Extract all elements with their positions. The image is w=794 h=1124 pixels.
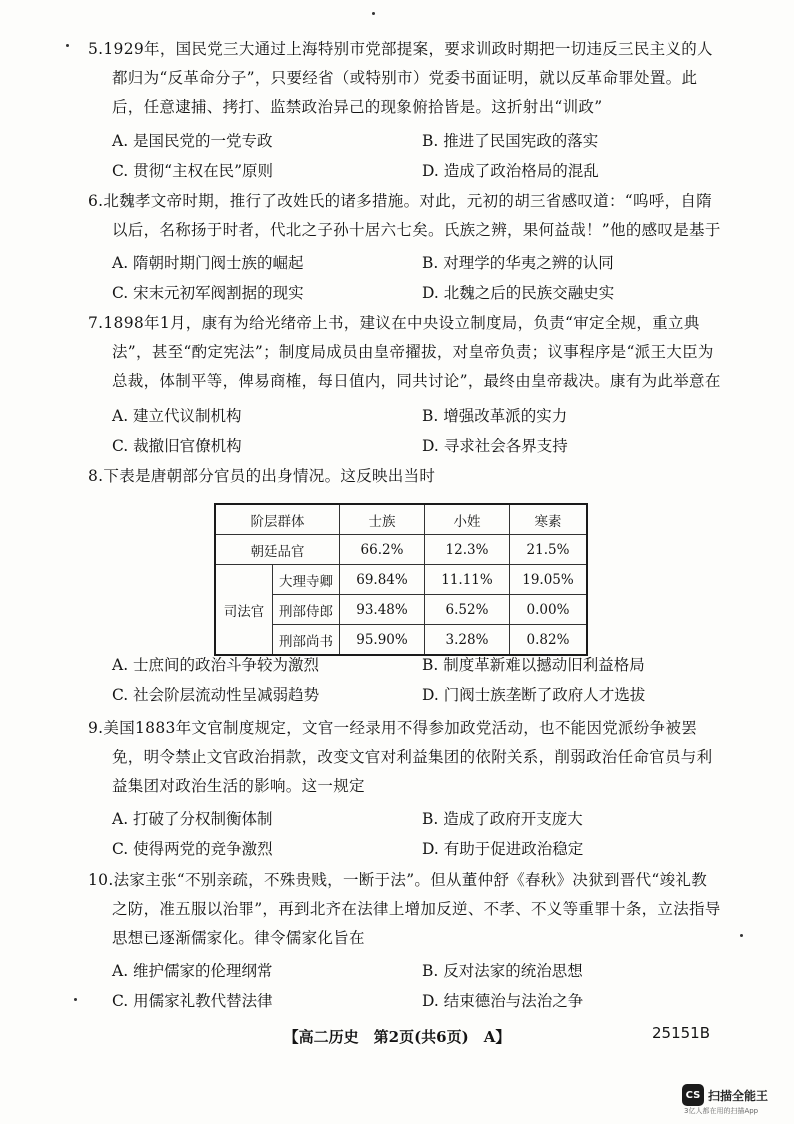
table-header-cell: 小姓 [425,504,510,535]
question-10-options [112,956,732,1016]
table-header-cell: 寒素 [510,504,588,535]
question-5 [88,35,722,122]
table-cell: 95.90% [340,625,425,656]
option-c[interactable]: C. 使得两党的竞争激烈 [112,840,273,858]
question-text: 法家主张“不别亲疏，不殊贵贱，一断于法”。但从董仲舒《春秋》决狱到晋代“竣礼教之防，准五服以治罪”，再到北齐在法律上增加反逆、不孝、不义等重罪十条，立法指导思想已逐渐儒家化。律令儒家化旨在 [112,871,721,947]
table-cell: 0.82% [510,625,588,656]
question-text: 1929年，国民党三大通过上海特别市党部提案，要求训政时期把一切违反三民主义的人都归为“反革命分子”，只要经省（或特别市）党委书面证明，就以反革命罪处置。此后，任意逮捕、拷打、监禁政治异己的现象俯拾皆是。这折射出“训政” [103,40,713,116]
option-d[interactable]: D. 结束德治与法治之争 [422,992,584,1010]
option-c[interactable]: C. 社会阶层流动性呈减弱趋势 [112,686,320,704]
table-cell: 93.48% [340,595,425,625]
question-5-options [112,126,732,186]
watermark-name: 扫描全能王 [708,1088,769,1103]
table-cell: 11.11% [425,565,510,595]
option-c[interactable]: C. 贯彻“主权在民”原则 [112,162,274,180]
table-cell: 21.5% [510,535,588,565]
question-text: 美国1883年文官制度规定，文官一经录用不得参加政党活动，也不能因党派纷争被罢免，明令禁止文官政治捐款，改变文官对利益集团的依附关系，削弱政治任命官员与利益集团对政治生活的影响。这一规定 [103,719,713,795]
scan-speck [74,998,77,1001]
question-8-options [112,650,732,710]
option-d[interactable]: D. 造成了政治格局的混乱 [422,162,599,180]
question-number: 10. [88,871,114,889]
table-header-cell: 士族 [340,504,425,535]
option-a[interactable]: A. 打破了分权制衡体制 [112,810,273,828]
question-9-options [112,804,732,864]
table-row [215,535,587,565]
option-d[interactable]: D. 北魏之后的民族交融史实 [422,284,615,302]
question-7-options [112,401,732,461]
table-row [215,565,587,595]
option-b[interactable]: B. 推进了民国宪政的落实 [422,132,599,150]
table-cell: 69.84% [340,565,425,595]
scan-speck [66,44,69,47]
footer-label: 【高二历史 第2页(共6页) A】 [283,1028,511,1046]
option-b[interactable]: B. 制度革新难以撼动旧利益格局 [422,656,645,674]
question-text: 北魏孝文帝时期，推行了改姓氏的诸多措施。对此，元初的胡三省感叹道：“呜呼，自隋以后，名称扬于时者，代北之子孙十居六七矣。氏族之辨，果何益哉！”他的感叹是基于 [103,192,721,239]
table-header-cell: 阶层群体 [215,504,340,535]
question-number: 5. [88,40,104,58]
option-a[interactable]: A. 士庶间的政治斗争较为激烈 [112,656,320,674]
question-number: 6. [88,192,104,210]
officials-origin-table [214,503,588,656]
table-row-label: 刑部尚书 [273,625,340,656]
question-number: 9. [88,719,104,737]
option-a[interactable]: A. 隋朝时期门阀士族的崛起 [112,254,304,272]
option-d[interactable]: D. 寻求社会各界支持 [422,437,568,455]
question-7 [88,309,722,396]
camscanner-logo-icon: CS [682,1084,704,1106]
table-cell: 12.3% [425,535,510,565]
option-a[interactable]: A. 维护儒家的伦理纲常 [112,962,273,980]
scan-speck [740,934,743,937]
question-8 [88,462,722,491]
option-c[interactable]: C. 宋末元初军阀割据的现实 [112,284,304,302]
scan-speck [372,12,375,15]
option-b[interactable]: B. 增强改革派的实力 [422,407,568,425]
paper-code: 25151B [652,1024,711,1042]
table-group-label: 司法官 [215,565,273,656]
question-number: 7. [88,314,104,332]
question-text: 1898年1月，康有为给光绪帝上书，建议在中央设立制度局，负责“审定全规，重立典法”，甚至“酌定宪法”；制度局成员由皇帝擢拔，对皇帝负责；议事程序是“派王大臣为总裁，体制平等，俾易商榷，每日值内，同共讨论”，最终由皇帝裁决。康有为此举意在 [103,314,721,390]
table-row-label: 大理寺卿 [273,565,340,595]
table-cell: 19.05% [510,565,588,595]
table-cell: 66.2% [340,535,425,565]
question-6 [88,187,722,245]
table-header-row [215,504,587,535]
question-text: 下表是唐朝部分官员的出身情况。这反映出当时 [103,467,436,485]
option-a[interactable]: A. 是国民党的一党专政 [112,132,273,150]
option-b[interactable]: B. 反对法家的统治思想 [422,962,583,980]
question-number: 8. [88,467,104,485]
option-b[interactable]: B. 对理学的华夷之辨的认同 [422,254,614,272]
table-row-label: 朝廷品官 [215,535,340,565]
option-c[interactable]: C. 用儒家礼教代替法律 [112,992,273,1010]
option-d[interactable]: D. 有助于促进政治稳定 [422,840,584,858]
scanner-watermark [682,1084,768,1106]
table-row-label: 刑部侍郎 [273,595,340,625]
question-10 [88,866,722,953]
question-6-options [112,248,732,308]
option-a[interactable]: A. 建立代议制机构 [112,407,242,425]
option-c[interactable]: C. 裁撤旧官僚机构 [112,437,242,455]
question-9 [88,714,722,801]
table-cell: 0.00% [510,595,588,625]
watermark-subtitle: 3亿人都在用的扫描App [684,1107,759,1115]
table-cell: 6.52% [425,595,510,625]
table-cell: 3.28% [425,625,510,656]
option-b[interactable]: B. 造成了政府开支庞大 [422,810,583,828]
option-d[interactable]: D. 门阀士族垄断了政府人才选拔 [422,686,646,704]
